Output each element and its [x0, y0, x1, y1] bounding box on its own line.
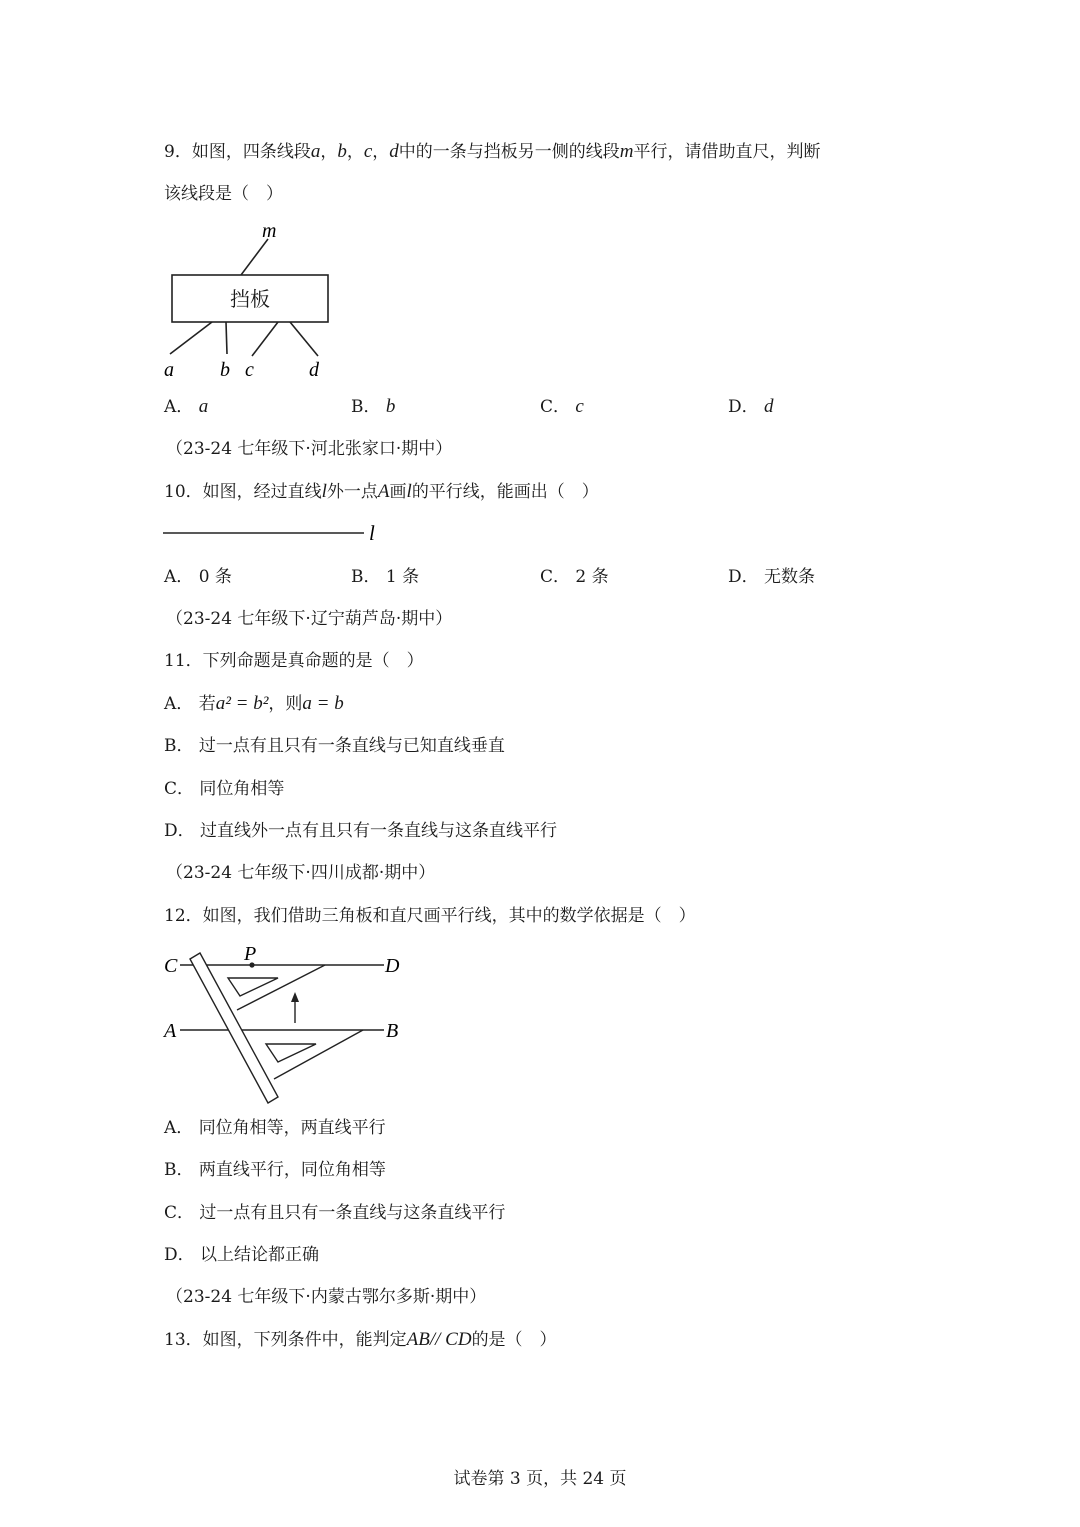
- svg-text:m: m: [262, 220, 277, 242]
- svg-text:b: b: [220, 359, 230, 381]
- svg-text:C: C: [164, 955, 178, 977]
- q12-option-a[interactable]: A． 同位角相等，两直线平行: [164, 1118, 386, 1138]
- q9-option-d[interactable]: D． d: [728, 396, 774, 417]
- svg-text:l: l: [369, 521, 375, 545]
- svg-text:B: B: [386, 1020, 399, 1042]
- q11-option-b[interactable]: B． 过一点有且只有一条直线与已知直线垂直: [164, 736, 505, 756]
- source-note-12: （23-24 七年级下·四川成都·期中）: [166, 863, 436, 883]
- svg-text:d: d: [309, 359, 319, 381]
- source-note-10: （23-24 七年级下·河北张家口·期中）: [166, 439, 453, 459]
- question-11-stem: 11．下列命题是真命题的是（ ）: [164, 651, 424, 671]
- svg-text:D: D: [385, 955, 400, 977]
- question-13-stem: 13．如图，下列条件中，能判定AB// CD的是（ ）: [164, 1329, 557, 1350]
- svg-text:P: P: [244, 943, 257, 965]
- q12-option-b[interactable]: B． 两直线平行，同位角相等: [164, 1160, 386, 1180]
- question-9-figure: [160, 220, 340, 390]
- q11-option-a[interactable]: A． 若a² = b²，则a = b: [164, 693, 344, 714]
- q9-option-b[interactable]: B． b: [351, 396, 396, 417]
- svg-text:c: c: [245, 359, 254, 381]
- q10-option-d[interactable]: D． 无数条: [728, 567, 816, 587]
- q9-option-c[interactable]: C． c: [540, 396, 584, 417]
- svg-text:a: a: [164, 359, 174, 381]
- q11-option-d[interactable]: D． 过直线外一点有且只有一条直线与这条直线平行: [164, 821, 558, 841]
- question-9-stem: 9．如图，四条线段a，b，c，d中的一条与挡板另一侧的线段m平行，请借助直尺，判断: [164, 141, 821, 162]
- question-9-stem-line2: 该线段是（ ）: [164, 184, 283, 204]
- q10-option-a[interactable]: A． 0 条: [164, 567, 232, 587]
- q10-option-c[interactable]: C． 2 条: [540, 567, 609, 587]
- svg-text:A: A: [164, 1020, 177, 1042]
- q11-option-c[interactable]: C． 同位角相等: [164, 779, 285, 799]
- q12-option-c[interactable]: C． 过一点有且只有一条直线与这条直线平行: [164, 1203, 506, 1223]
- question-12-figure: [160, 940, 410, 1110]
- source-note-11: （23-24 七年级下·辽宁葫芦岛·期中）: [166, 609, 453, 629]
- q12-option-d[interactable]: D． 以上结论都正确: [164, 1245, 320, 1265]
- source-note-13: （23-24 七年级下·内蒙古鄂尔多斯·期中）: [166, 1287, 487, 1307]
- q9-option-a[interactable]: A． a: [164, 396, 209, 417]
- page-footer: 试卷第 3 页，共 24 页: [453, 1469, 627, 1489]
- question-10-figure: [160, 518, 390, 553]
- question-10-stem: 10．如图，经过直线l外一点A画l的平行线，能画出（ ）: [164, 481, 599, 502]
- board-label: 挡板: [230, 287, 270, 311]
- question-12-stem: 12．如图，我们借助三角板和直尺画平行线，其中的数学依据是（ ）: [164, 906, 696, 926]
- q10-option-b[interactable]: B． 1 条: [351, 567, 420, 587]
